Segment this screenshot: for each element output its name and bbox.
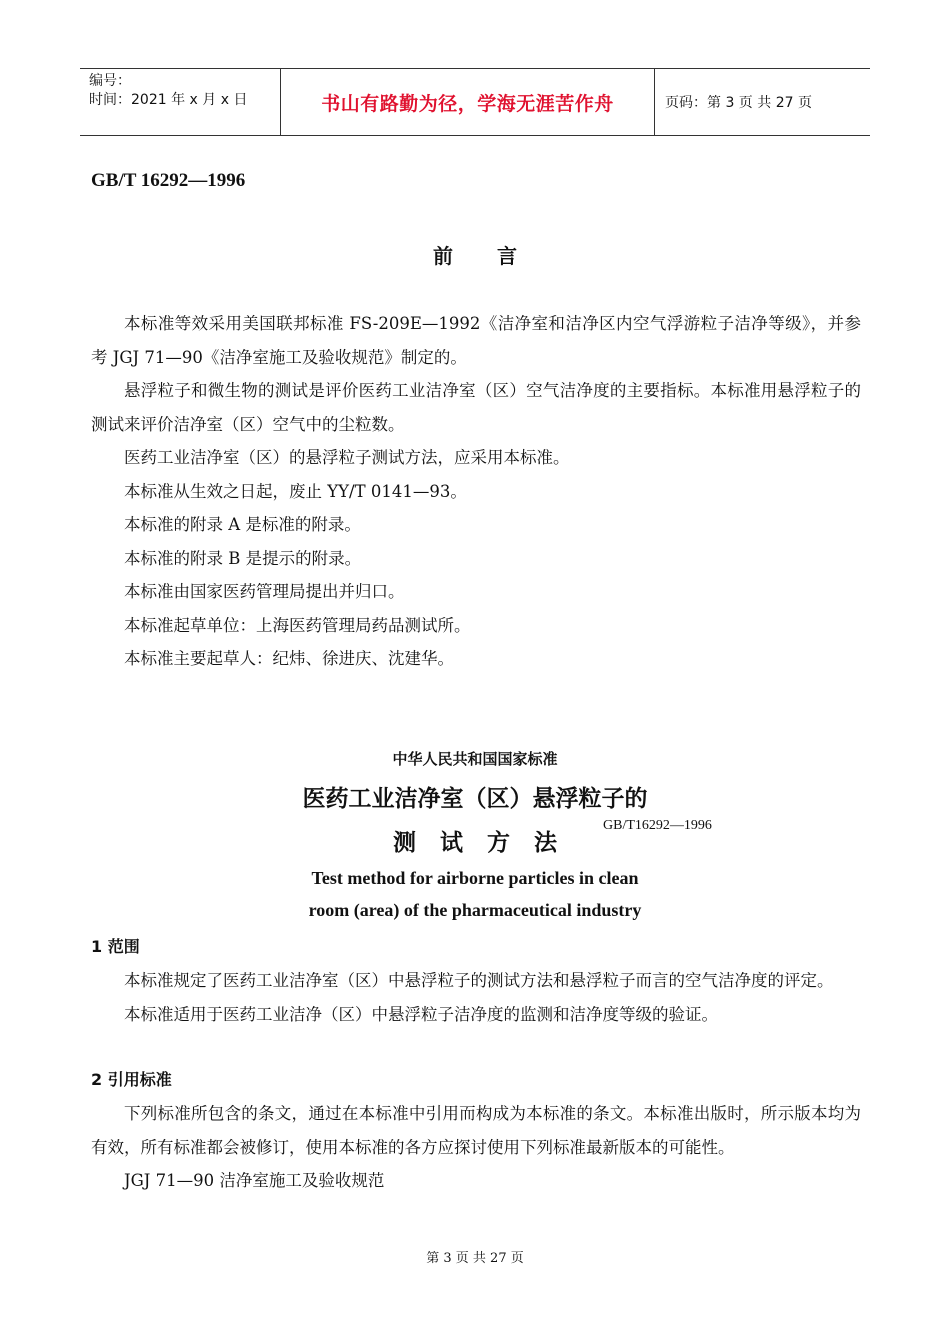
preface-paragraph: 本标准等效采用美国联邦标准 FS-209E—1992《洁净室和洁净区内空气浮游粒子洁净等级》，并参考 JGJ 71—90《洁净室施工及验收规范》制定的。: [91, 314, 861, 367]
document-title-line-1: 医药工业洁净室（区）悬浮粒子的: [302, 786, 648, 812]
document-title-line-2: 测试方法: [393, 830, 581, 856]
section-2-body: [91, 1097, 861, 1198]
preface-paragraph: 本标准的附录 A 是标准的附录。: [124, 515, 361, 534]
section-1-paragraph: 本标准适用于医药工业洁净（区）中悬浮粒子洁净度的监测和洁净度等级的验证。: [124, 1004, 718, 1024]
number-label: 编号：: [89, 73, 131, 89]
section-1-body: [91, 964, 861, 1031]
time-label: 时间：2021 年 x 月 x 日: [89, 92, 248, 108]
header-meta: [80, 69, 281, 135]
page-header: [80, 68, 870, 136]
english-title-line-2: room (area) of the pharmaceutical industry: [308, 900, 642, 920]
preface-paragraph: 医药工业洁净室（区）的悬浮粒子测试方法，应采用本标准。: [124, 448, 570, 467]
preface-paragraph: 悬浮粒子和微生物的测试是评价医药工业洁净室（区）空气洁净度的主要指标。本标准用悬浮粒子的测试来评价洁净室（区）空气中的尘粒数。: [91, 381, 861, 434]
section-1-paragraph: 本标准规定了医药工业洁净室（区）中悬浮粒子的测试方法和悬浮粒子而言的空气洁净度的评定。: [124, 971, 834, 990]
preface-body: [91, 307, 861, 676]
preface-paragraph: 本标准的附录 B 是提示的附录。: [124, 548, 362, 568]
preface-paragraph: 本标准由国家医药管理局提出并归口。: [124, 582, 405, 601]
header-page-info: 页码：第 3 页 共 27 页: [665, 95, 812, 111]
standard-number: GB/T16292—1996: [603, 818, 712, 833]
preface-paragraph: 本标准起草单位：上海医药管理局药品测试所。: [124, 615, 471, 635]
section-2-heading: 2 引用标准: [91, 1070, 172, 1089]
header-motto: 书山有路勤为径，学海无涯苦作舟: [281, 69, 655, 135]
section-1-heading: 1 范围: [91, 937, 140, 956]
preface-title: [0, 240, 950, 269]
preface-title-char-1: 前: [433, 244, 453, 268]
english-title-line-1: Test method for airborne particles in clean: [311, 868, 639, 888]
page-footer: 第 3 页 共 27 页: [426, 1251, 524, 1266]
section-2-paragraph: 下列标准所包含的条文，通过在本标准中引用而构成为本标准的条文。本标准出版时，所示版本均为有效，所有标准都会被修订，使用本标准的各方应探讨使用下列标准最新版本的可能性。: [91, 1104, 861, 1157]
preface-title-char-2: 言: [497, 244, 517, 268]
standard-code: GB/T 16292—1996: [91, 170, 246, 191]
preface-paragraph: 本标准从生效之日起，废止 YY/T 0141—93。: [124, 481, 467, 501]
national-standard-label: 中华人民共和国国家标准: [392, 750, 558, 768]
preface-paragraph: 本标准主要起草人：纪炜、徐进庆、沈建华。: [124, 649, 454, 668]
section-2-paragraph: JGJ 71—90 洁净室施工及验收规范: [124, 1171, 385, 1190]
english-title: [0, 862, 950, 926]
